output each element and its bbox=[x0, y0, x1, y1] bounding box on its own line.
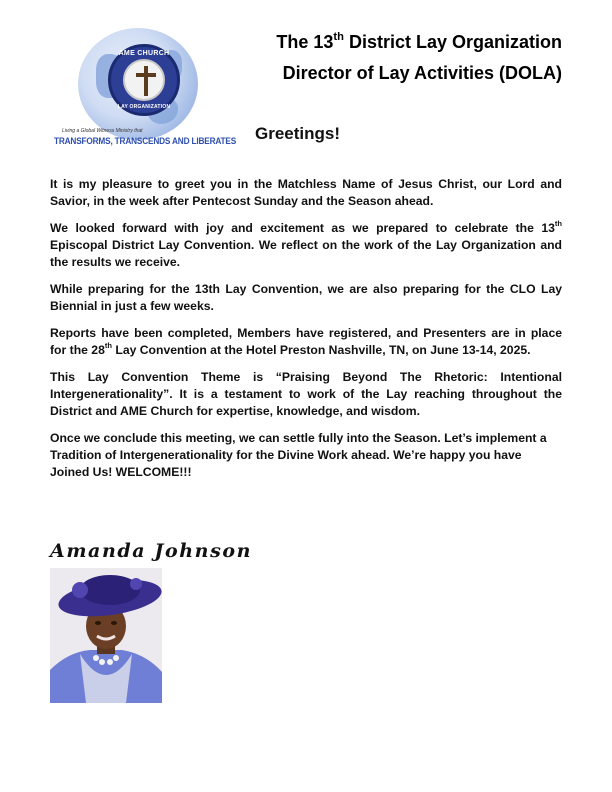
header-title: The 13th District Lay Organization bbox=[276, 30, 562, 52]
paragraph-3: While preparing for the 13th Lay Convention, we are also preparing for the CLO Lay Biennial in just a few weeks. bbox=[50, 282, 562, 313]
church-seal bbox=[108, 44, 180, 116]
portrait-photo bbox=[50, 568, 162, 703]
paragraph-2: We looked forward with joy and excitement as we prepared to celebrate the 13th Episcopal District Lay Convention. We reflect on the work of the Lay Organization and the results we receive. bbox=[50, 219, 562, 269]
organization-logo bbox=[52, 22, 237, 152]
logo-tagline: TRANSFORMS, TRANSCENDS AND LIBERATES bbox=[54, 135, 237, 146]
paragraph-1: It is my pleasure to greet you in the Matchless Name of Jesus Christ, our Lord and Savior, in the week after Pentecost Sunday and the Season ahead. bbox=[50, 177, 562, 208]
logo-small-text: Living a Global Witness Ministry that bbox=[62, 128, 143, 134]
greeting-heading: Greetings! bbox=[255, 124, 341, 143]
seal-bottom-text: LAY ORGANIZATION bbox=[117, 104, 171, 110]
seal-top-text: AME CHURCH bbox=[118, 50, 170, 57]
paragraph-5: This Lay Convention Theme is “Praising Beyond The Rhetoric: Intentional Intergenerationality”. It is a testament to work of the Lay reaching throughout the District and AME Church for expertise, knowledge, and wisdom. bbox=[50, 370, 562, 418]
header-subtitle: Director of Lay Activities (DOLA) bbox=[282, 63, 562, 83]
paragraph-4: Reports have been completed, Members have registered, and Presenters are in place for the 28th Lay Convention at the Hotel Preston Nashville, TN, on June 13-14, 2025. bbox=[50, 326, 562, 357]
cross-icon bbox=[144, 66, 148, 96]
seal-center bbox=[123, 59, 165, 101]
paragraph-6: Once we conclude this meeting, we can settle fully into the Season. Let’s implement a Tradition of Intergenerationality for the Divine Work ahead. We’re happy you have Joined Us! WELCOME!!! bbox=[50, 431, 547, 479]
portrait-image bbox=[50, 568, 162, 703]
signature: Amanda Johnson bbox=[50, 540, 253, 562]
letter-body bbox=[50, 176, 562, 491]
